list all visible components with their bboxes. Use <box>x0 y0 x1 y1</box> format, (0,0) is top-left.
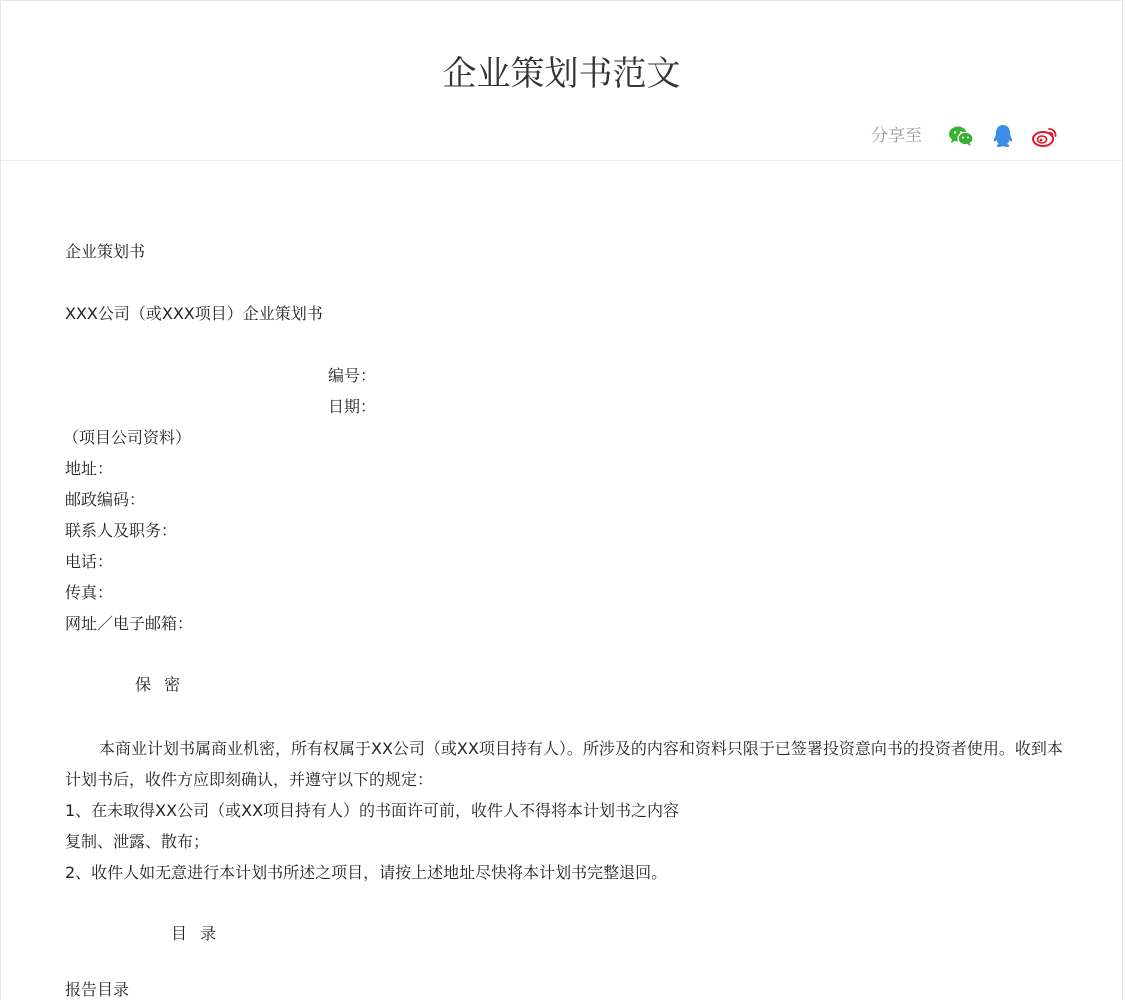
qq-icon[interactable] <box>988 121 1018 151</box>
confidential-paragraph: 本商业计划书属商业机密，所有权属于XX公司（或XX项目持有人）。所涉及的内容和资料只限于已签署投资意向书的投资者使用。收到本计划书后，收件方应即刻确认，并遵守以下的规定： <box>65 739 1063 789</box>
report-summary-heading: 报告目录 <box>65 980 130 999</box>
date-field: 日期： <box>328 397 377 416</box>
page-title: 企业策划书范文 <box>442 54 681 94</box>
article-body <box>65 236 1065 1000</box>
doc-heading: 企业策划书 <box>65 242 146 261</box>
rule-1-line-1: 1、在未取得XX公司（或XX项目持有人）的书面许可前，收件人不得将本计划书之内容 <box>65 801 680 820</box>
doc-subject: XXX公司（或XXX项目）企业策划书 <box>65 304 323 323</box>
article-header <box>1 1 1122 161</box>
address-field: 地址： <box>65 459 114 478</box>
company-info-heading: （项目公司资料） <box>63 428 192 447</box>
rule-2: 2、收件人如无意进行本计划书所述之项目，请按上述地址尽快将本计划书完整退回。 <box>65 863 668 882</box>
toc-heading: 目 录 <box>171 924 221 943</box>
phone-field: 电话： <box>65 552 114 571</box>
share-bar <box>871 121 1060 151</box>
weibo-icon[interactable] <box>1030 121 1060 151</box>
share-label: 分享至 <box>871 126 922 146</box>
fax-field: 传真： <box>65 583 114 602</box>
rule-1-line-2: 复制、泄露、散布； <box>65 832 210 851</box>
confidential-heading: 保 密 <box>135 675 185 694</box>
postal-code-field: 邮政编码： <box>65 490 146 509</box>
web-email-field: 网址／电子邮箱： <box>65 614 194 633</box>
wechat-icon[interactable] <box>946 121 976 151</box>
number-field: 编号： <box>328 366 377 385</box>
contact-field: 联系人及职务： <box>65 521 178 540</box>
